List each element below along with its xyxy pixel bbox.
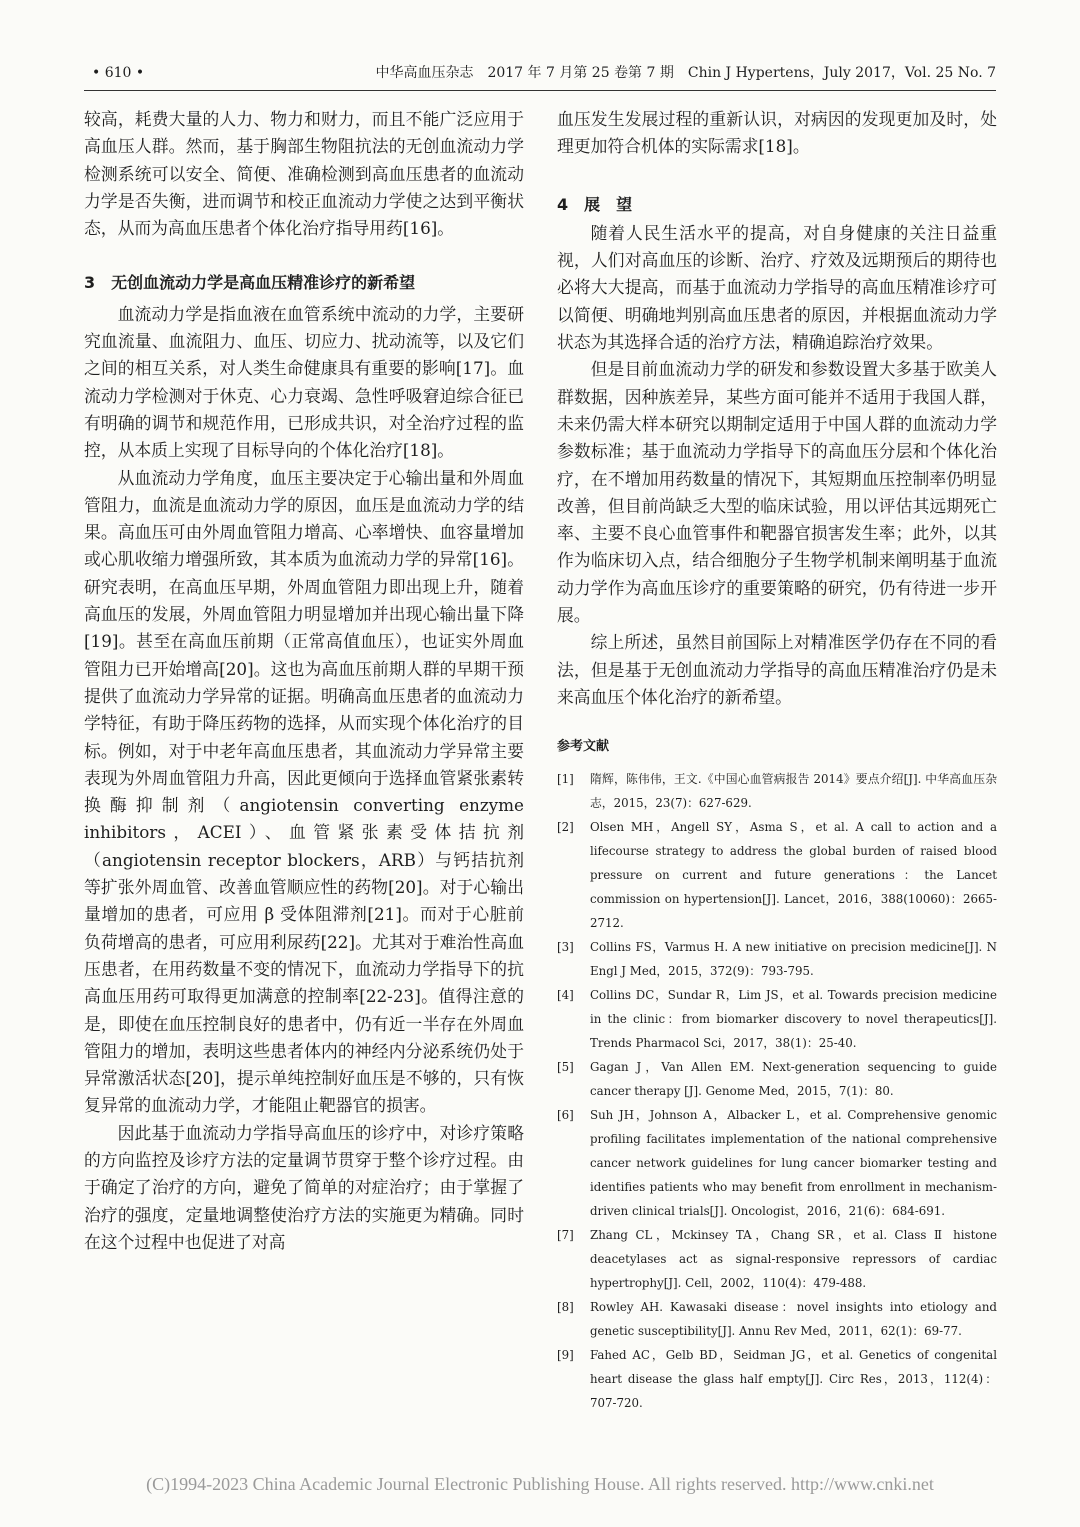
reference-number: [9] bbox=[557, 1347, 574, 1362]
reference-text: Olsen MH，Angell SY，Asma S，et al. A call to action and a lifecourse strategy to address the global burden of raised blood pressure on current and future generations：the Lancet commission on hypertension[J]. Lancet，2016，388(10060)：2665-2712. bbox=[590, 819, 997, 930]
reference-number: [4] bbox=[557, 987, 574, 1002]
left-column bbox=[84, 106, 524, 1256]
section-4-paragraph-3: 综上所述，虽然目前国际上对精准医学仍存在不同的看法，但是基于无创血流动力学指导的高血压精准治疗仍是未来高血压个体化治疗的新希望。 bbox=[557, 632, 997, 707]
reference-list bbox=[557, 767, 997, 1415]
section-3-paragraph-2: 从血流动力学角度，血压主要决定于心输出量和外周血管阻力，血流是血流动力学的原因，血压是血流动力学的结果。高血压可由外周血管阻力增高、心率增快、血容量增加或心肌收缩力增强所致，其本质为血流动力学的异常[16]。研究表明，在高血压早期，外周血管阻力即出现上升，随着高血压的发展，外周血管阻力明显增加并出现心输出量下降[19]。甚至在高血压前期（正常高值血压），也证实外周血管阻力已开始增高[20]。这也为高血压前期人群的早期干预提供了血流动力学异常的证据。明确高血压患者的血流动力学特征，有助于降压药物的选择，从而实现个体化治疗的目标。例如，对于中老年高血压患者，其血流动力学异常主要表现为外周血管阻力升高，因此更倾向于选择血管紧张素转换酶抑制剂（angiotensin converting enzyme inhibitors，ACEI）、血管紧张素受体拮抗剂（angiotensin receptor blockers，ARB）与钙拮抗剂等扩张外周血管、改善血管顺应性的药物[20]。对于心输出量增加的患者，可应用 β 受体阻滞剂[21]。而对于心脏前负荷增高的患者，可应用利尿药[22]。尤其对于难治性高血压患者，在用药数量不变的情况下，血流动力学指导下的抗高血压用药可取得更加满意的控制率[22-23]。值得注意的是，即使在血压控制良好的患者中，仍有近一半存在外周血管阻力的增加，表明这些患者体内的神经内分泌系统仍处于异常激活状态[20]，提示单纯控制好血压是不够的，只有恢复异常的血流动力学，才能阻止靶器官的损害。 bbox=[84, 467, 524, 1116]
right-column bbox=[557, 106, 997, 1415]
reference-item bbox=[557, 1295, 997, 1343]
reference-text: Gagan J，Van Allen EM. Next-generation sequencing to guide cancer therapy [J]. Genome Med，2015，7(1)：80. bbox=[590, 1059, 997, 1098]
section-4-paragraph-1: 随着人民生活水平的提高，对自身健康的关注日益重视，人们对高血压的诊断、治疗、疗效及远期预后的期待也必将大大提高，而基于血流动力学指导的高血压精准诊疗可以简便、明确地判别高血压患者的原因，并根据血流动力学状态为其选择合适的治疗方法，精确追踪治疗效果。 bbox=[557, 222, 997, 353]
reference-item bbox=[557, 935, 997, 983]
journal-citation: 中华高血压杂志 2017 年 7 月第 25 卷第 7 期 Chin J Hypertens，July 2017，Vol. 25 No. 7 bbox=[375, 65, 996, 81]
reference-text: Zhang CL，Mckinsey TA，Chang SR，et al. Class Ⅱ histone deacetylases act as signal-responsive repressors of cardiac hypertrophy[J]. Cell，2002，110(4)：479-488. bbox=[590, 1227, 997, 1290]
reference-number: [3] bbox=[557, 939, 574, 954]
reference-number: [2] bbox=[557, 819, 574, 834]
reference-item bbox=[557, 767, 997, 815]
reference-item bbox=[557, 1223, 997, 1295]
reference-text: Fahed AC，Gelb BD，Seidman JG，et al. Genetics of congenital heart disease the glass half empty[J]. Circ Res，2013，112(4)：707-720. bbox=[590, 1347, 997, 1410]
reference-number: [1] bbox=[557, 771, 574, 786]
reference-text: 隋辉，陈伟伟，王文.《中国心血管病报告 2014》要点介绍[J]. 中华高血压杂志，2015，23(7)：627-629. bbox=[590, 771, 997, 810]
reference-item bbox=[557, 1055, 997, 1103]
reference-item bbox=[557, 815, 997, 935]
reference-text: Collins FS，Varmus H. A new initiative on precision medicine[J]. N Engl J Med，2015，372(9)：793-795. bbox=[590, 939, 997, 978]
section-4-paragraph-2: 但是目前血流动力学的研发和参数设置大多基于欧美人群数据，因种族差异，某些方面可能并不适用于我国人群，未来仍需大样本研究以期制定适用于中国人群的血流动力学参数标准；基于血流动力学指导下的高血压分层和个体化治疗，在不增加用药数量的情况下，其短期血压控制率仍明显改善，但目前尚缺乏大型的临床试验，用以评估其远期死亡率、主要不良心血管事件和靶器官损害发生率；此外，以其作为临床切入点，结合细胞分子生物学机制来阐明基于血流动力学作为高血压诊疗的重要策略的研究，仍有待进一步开展。 bbox=[557, 359, 997, 626]
reference-number: [5] bbox=[557, 1059, 574, 1074]
intro-paragraph: 较高，耗费大量的人力、物力和财力，而且不能广泛应用于高血压人群。然而，基于胸部生物阻抗法的无创血流动力学检测系统可以安全、简便、准确检测到高血压患者的血流动力学是否失衡，进而调节和校正血流动力学使之达到平衡状态，从而为高血压患者个体化治疗指导用药[16]。 bbox=[84, 109, 524, 239]
section-4-heading: 4 展 望 bbox=[557, 194, 633, 214]
section-3-heading: 3 无创血流动力学是高血压精准诊疗的新希望 bbox=[84, 273, 416, 293]
page-number: • 610 • bbox=[92, 65, 145, 81]
reference-number: [6] bbox=[557, 1107, 574, 1122]
section-3-paragraph-1: 血流动力学是指血液在血管系统中流动的力学，主要研究血流量、血流阻力、血压、切应力、扰动流等，以及它们之间的相互关系，对人类生命健康具有重要的影响[17]。血流动力学检测对于休克、心力衰竭、急性呼吸窘迫综合征已有明确的调节和规范作用，已形成共识，对全治疗过程的监控，从本质上实现了目标导向的个体化治疗[18]。 bbox=[84, 303, 524, 461]
copyright-footer: (C)1994-2023 China Academic Journal Electronic Publishing House. All rights reserved. http://www.cnki.net bbox=[146, 1474, 934, 1494]
references-heading: 参考文献 bbox=[557, 739, 610, 755]
reference-item bbox=[557, 1343, 997, 1415]
section-3-paragraph-3: 因此基于血流动力学指导高血压的诊疗中，对诊疗策略的方向监控及诊疗方法的定量调节贯穿于整个诊疗过程。由于确定了治疗的方向，避免了简单的对症治疗；由于掌握了治疗的强度，定量地调整使治疗方法的实施更为精确。同时在这个过程中也促进了对高 bbox=[84, 1122, 524, 1252]
reference-item bbox=[557, 1103, 997, 1223]
running-header bbox=[84, 60, 996, 91]
reference-text: Suh JH，Johnson A，Albacker L，et al. Comprehensive genomic profiling facilitates implementation of the national comprehensive cancer network guidelines for lung cancer biomarker testing and identifies patients who may benefit from enrollment in mechanism-driven clinical trials[J]. Oncologist，2016，21(6)：684-691. bbox=[590, 1107, 997, 1218]
continued-paragraph: 血压发生发展过程的重新认识，对病因的发现更加及时，处理更加符合机体的实际需求[18]。 bbox=[557, 109, 997, 157]
reference-text: Collins DC，Sundar R，Lim JS，et al. Towards precision medicine in the clinic：from biomarker discovery to novel therapeutics[J]. Trends Pharmacol Sci，2017，38(1)：25-40. bbox=[590, 987, 997, 1050]
reference-number: [8] bbox=[557, 1299, 574, 1314]
reference-text: Rowley AH. Kawasaki disease：novel insights into etiology and genetic susceptibility[J]. Annu Rev Med，2011，62(1)：69-77. bbox=[590, 1299, 997, 1338]
reference-number: [7] bbox=[557, 1227, 574, 1242]
reference-item bbox=[557, 983, 997, 1055]
